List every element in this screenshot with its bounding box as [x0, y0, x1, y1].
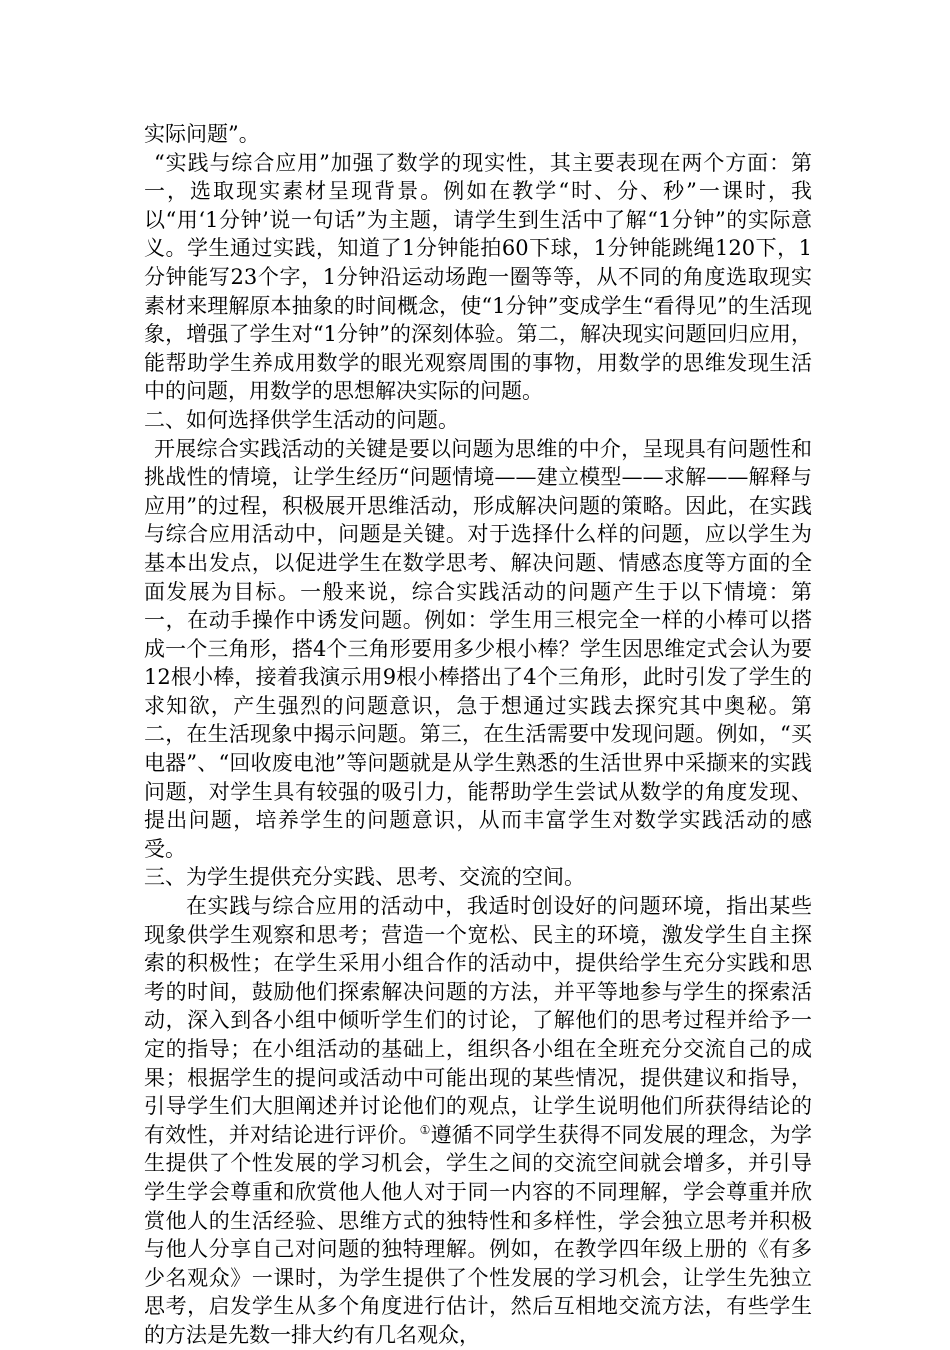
footnote-marker: ①: [419, 1122, 431, 1137]
paragraph-practice-space: [144, 892, 812, 1350]
paragraph-practice-space-part-a: 在实践与综合应用的活动中，我适时创设好的问题环境，指出某些现象供学生观察和思考；营造一个宽松、民主的环境，激发学生自主探索的积极性；在学生采用小组合作的活动中，提供给学生充分实践和思考的时间，鼓励他们探索解决问题的方法，并平等地参与学生的探索活动，深入到各小组中倾听学生们的讨论，了解他们的思考过程并给予一定的指导；在小组活动的基础上，组织各小组在全班充分交流自己的成果；根据学生的提问或活动中可能出现的某些情况，提供建议和指导，引导学生们大胆阐述并讨论他们的观点，让学生说明他们所获得结论的有效性，并对结论进行评价。: [144, 894, 812, 1147]
paragraph-practice-realism: “实践与综合应用”加强了数学的现实性，其主要表现在两个方面：第一，选取现实素材呈现背景。例如在教学“时、分、秒”一课时，我以“用‘1分钟’说一句话”为主题，请学生到生活中了解“1分钟”的实际意义。学生通过实践，知道了1分钟能拍60下球，1分钟能跳绳120下，1分钟能写23个字，1分钟沿运动场跑一圈等等，从不同的角度选取现实素材来理解原本抽象的时间概念，使“1分钟”变成学生“看得见”的生活现象，增强了学生对“1分钟”的深刻体验。第二，解决现实问题回归应用，能帮助学生养成用数学的眼光观察周围的事物，用数学的思维发现生活中的问题，用数学的思想解决实际的问题。: [144, 150, 812, 404]
body-text: [144, 120, 812, 1350]
paragraph-problem-selection: 开展综合实践活动的关键是要以问题为思维的中介，呈现具有问题性和挑战性的情境，让学生经历“问题情境——建立模型——求解——解释与应用”的过程，积极展开思维活动，形成解决问题的策略。因此，在实践与综合应用活动中，问题是关键。对于选择什么样的问题，应以学生为基本出发点，以促进学生在数学思考、解决问题、情感态度等方面的全面发展为目标。一般来说，综合实践活动的问题产生于以下情境：第一，在动手操作中诱发问题。例如：学生用三根完全一样的小棒可以搭成一个三角形，搭4个三角形要用多少根小棒？学生因思维定式会认为要12根小棒，接着我演示用9根小棒搭出了4个三角形，此时引发了学生的求知欲，产生强烈的问题意识，急于想通过实践去探究其中奥秘。第二，在生活现象中揭示问题。第三，在生活需要中发现问题。例如，“买电器”、“回收废电池”等问题就是从学生熟悉的生活世界中采撷来的实践问题，对学生具有较强的吸引力，能帮助学生尝试从数学的角度发现、提出问题，培养学生的问题意识，从而丰富学生对数学实践活动的感受。: [144, 436, 812, 861]
paragraph-practice-space-part-b: 遵循不同学生获得不同发展的理念，为学生提供了个性发展的学习机会，学生之间的交流空间就会增多，并引导学生学会尊重和欣赏他人他人对于同一内容的不同理解，学会尊重并欣赏他人的生活经验、思维方式的独特性和多样性，学会独立思考并积极与他人分享自己对问题的独特理解。例如，在教学四年级上册的《有多少名观众》一课时，为学生提供了个性发展的学习机会，让学生先独立思考，启发学生从多个角度进行估计，然后互相地交流方法，有些学生的方法是先数一排大约有几名观众，: [144, 1122, 813, 1347]
paragraph-continuation: 实际问题”。: [144, 122, 260, 146]
section-heading-3: 三、为学生提供充分实践、思考、交流的空间。: [144, 865, 585, 890]
section-heading-2: 二、如何选择供学生活动的问题。: [144, 407, 459, 432]
